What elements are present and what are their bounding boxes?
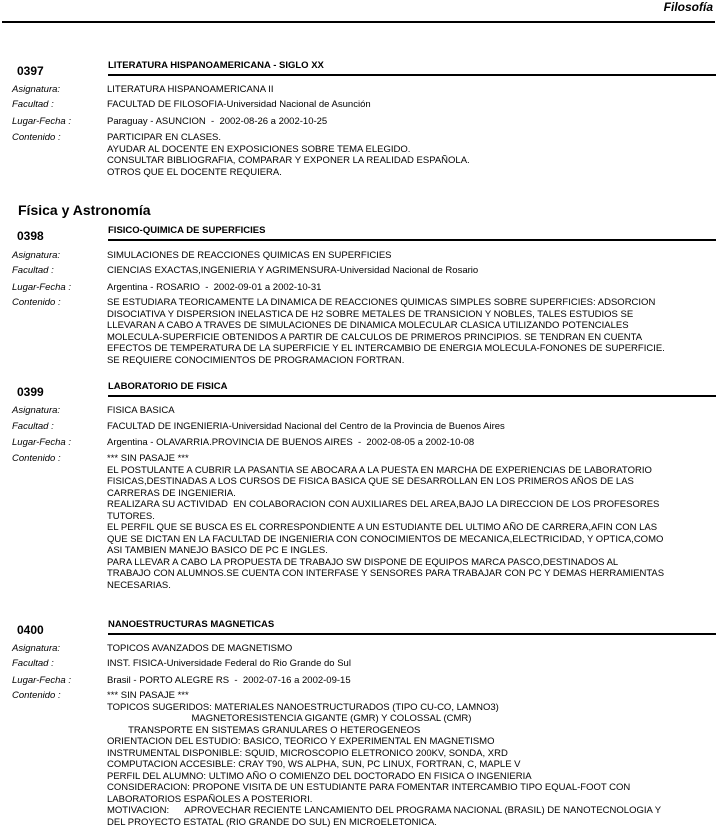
contenido-label: Contenido :	[12, 132, 61, 143]
entry-rule	[108, 239, 716, 241]
entry-rule	[108, 395, 716, 397]
facultad-label: Facultad :	[12, 99, 54, 110]
asignatura-value: SIMULACIONES DE REACCIONES QUIMICAS EN SUPERFICIES	[107, 250, 392, 261]
lugar-fecha-label: Lugar-Fecha :	[12, 116, 71, 127]
contenido-label: Contenido :	[12, 297, 61, 308]
section-heading: Física y Astronomía	[18, 202, 151, 218]
contenido-value: *** SIN PASAJE *** EL POSTULANTE A CUBRIR LA PASANTIA SE ABOCARA A LA PUESTA EN MARCHA DE EXPERIENCIAS DE LABORATORIO FISICAS,DESTINADAS A LOS CURSOS DE FISICA BASICA QUE SE DESARROLLAN EN LOS PRIMEROS AÑOS DE LAS CARRERAS DE INGENIERIA. REALIZARA SU ACTIVIDAD EN COLABORACION CON AUXILIARES DEL AREA,BAJO LA DIRECCION DE LOS PROFESORES TUTORES. EL PERFIL QUE SE BUSCA ES EL CORRESPONDIENTE A UN ESTUDIANTE DEL ULTIMO AÑO DE CARRERA,AFIN CON LAS QUE SE DICTAN EN LA FACULTAD DE INGENIERIA CON CONOCIMIENTOS DE MECANICA,ELECTRICIDAD, Y OPTICA,COMO ASI TAMBIEN MANEJO BASICO DE PC E INGLES. PARA LLEVAR A CABO LA PROPUESTA DE TRABAJO SW DISPONE DE EQUIPOS MARCA PASCO,DESTINADOS AL TRABAJO CON ALUMNOS.SE CUENTA CON INTERFASE Y SENSORES PARA TRABAJAR CON PC Y DEMAS HERRAMIENTAS NECESARIAS.	[107, 453, 665, 591]
asignatura-label: Asignatura:	[12, 250, 61, 261]
facultad-value: FACULTAD DE FILOSOFIA-Universidad Nacional de Asunción	[107, 99, 371, 110]
entry-title: FISICO-QUIMICA DE SUPERFICIES	[108, 225, 266, 236]
facultad-value: FACULTAD DE INGENIERIA-Universidad Nacional del Centro de la Provincia de Buenos Aires	[107, 421, 505, 432]
entry-rule	[108, 633, 716, 635]
lugar-fecha-value: Brasil - PORTO ALEGRE RS - 2002-07-16 a 2002-09-15	[107, 675, 351, 686]
lugar-fecha-label: Lugar-Fecha :	[12, 675, 71, 686]
lugar-fecha-label: Lugar-Fecha :	[12, 437, 71, 448]
entry-code: 0400	[17, 623, 44, 637]
asignatura-value: FISICA BASICA	[107, 405, 175, 416]
contenido-value: PARTICIPAR EN CLASES. AYUDAR AL DOCENTE EN EXPOSICIONES SOBRE TEMA ELEGIDO. CONSULTAR BIBLIOGRAFIA, COMPARAR Y EXPONER LA REALIDAD ESPAÑOLA. OTROS QUE EL DOCENTE REQUIERA.	[107, 132, 470, 178]
asignatura-value: TOPICOS AVANZADOS DE MAGNETISMO	[107, 643, 293, 654]
entry-code: 0399	[17, 385, 44, 399]
contenido-value: *** SIN PASAJE *** TOPICOS SUGERIDOS: MATERIALES NANOESTRUCTURADOS (TIPO CU-CO, LAMNO3) MAGNETORESISTENCIA GIGANTE (GMR) Y COLOSSAL (CMR) TRANSPORTE EN SISTEMAS GRANULARES O HETEROGENEOS ORIENTACION DEL ESTUDIO: BASICO, TEORICO Y EXPERIMENTAL EN MAGNETISMO INSTRUMENTAL DISPONIBLE: SQUID, MICROSCOPIO ELETRONICO 200KV, SONDA, XRD COMPUTACION ACCESIBLE: CRAY T90, WS ALPHA, SUN, PC LINUX, FORTRAN, C, MAPLE V PERFIL DEL ALUMNO: ULTIMO AÑO O COMIENZO DEL DOCTORADO EN FISICA O INGENIERIA CONSIDERACION: PROPONE VISITA DE UN ESTUDIANTE PARA FOMENTAR INTERCAMBIO TIPO EQUAL-FOOT CON LABORATORIOS ESPAÑOLES A POSTERIORI. MOTIVACION: APROVECHAR RECIENTE LANCAMIENTO DEL PROGRAMA NACIONAL (BRASIL) DE NANOTECNOLOGIA Y DEL PROYECTO ESTATAL (RIO GRANDE DO SUL) EN MICROELETONICA.	[107, 690, 662, 828]
facultad-label: Facultad :	[12, 421, 54, 432]
header-rule	[2, 21, 715, 23]
asignatura-label: Asignatura:	[12, 405, 61, 416]
facultad-value: INST. FISICA-Universidade Federal do Rio Grande do Sul	[107, 658, 351, 669]
entry-code: 0397	[17, 64, 44, 78]
entry-rule	[108, 74, 716, 76]
lugar-fecha-value: Argentina - OLAVARRIA.PROVINCIA DE BUENOS AIRES - 2002-08-05 a 2002-10-08	[107, 437, 475, 448]
entry-title: LABORATORIO DE FISICA	[108, 381, 228, 392]
contenido-value: SE ESTUDIARA TEORICAMENTE LA DINAMICA DE REACCIONES QUIMICAS SIMPLES SOBRE SUPERFICIES: ADSORCION DISOCIATIVA Y DISPERSION INELASTICA DE H2 SOBRE METALES DE TRANSICION Y NOBLES, TALES ESTUDIOS SE LLEVARAN A CABO A TRAVES DE SIMULACIONES DE DINAMICA MOLECULAR CLASICA UTILIZANDO POTENCIALES MOLECULA-SUPERFICIE OBTENIDOS A PARTIR DE CALCULOS DE PRIMEROS PRINCIPIOS. SE TENDRAN EN CUENTA EFECTOS DE TEMPERATURA DE LA SUPERFICIE Y EL INTERCAMBIO DE ENERGIA MOLECULA-FONONES DE SUPERFICIE. SE REQUIERE CONOCIMIENTOS DE PROGRAMACION FORTRAN.	[107, 297, 665, 366]
asignatura-label: Asignatura:	[12, 84, 61, 95]
asignatura-label: Asignatura:	[12, 643, 61, 654]
facultad-label: Facultad :	[12, 265, 54, 276]
facultad-label: Facultad :	[12, 658, 54, 669]
entry-title: NANOESTRUCTURAS MAGNETICAS	[108, 619, 275, 630]
entry-code: 0398	[17, 229, 44, 243]
contenido-label: Contenido :	[12, 690, 61, 701]
lugar-fecha-value: Paraguay - ASUNCION - 2002-08-26 a 2002-10-25	[107, 116, 328, 127]
asignatura-value: LITERATURA HISPANOAMERICANA II	[107, 84, 274, 95]
entry-title: LITERATURA HISPANOAMERICANA - SIGLO XX	[108, 60, 324, 71]
lugar-fecha-value: Argentina - ROSARIO - 2002-09-01 a 2002-10-31	[107, 282, 322, 293]
page-header-title: Filosofía	[663, 0, 713, 14]
lugar-fecha-label: Lugar-Fecha :	[12, 282, 71, 293]
facultad-value: CIENCIAS EXACTAS,INGENIERIA Y AGRIMENSURA-Universidad Nacional de Rosario	[107, 265, 479, 276]
contenido-label: Contenido :	[12, 453, 61, 464]
